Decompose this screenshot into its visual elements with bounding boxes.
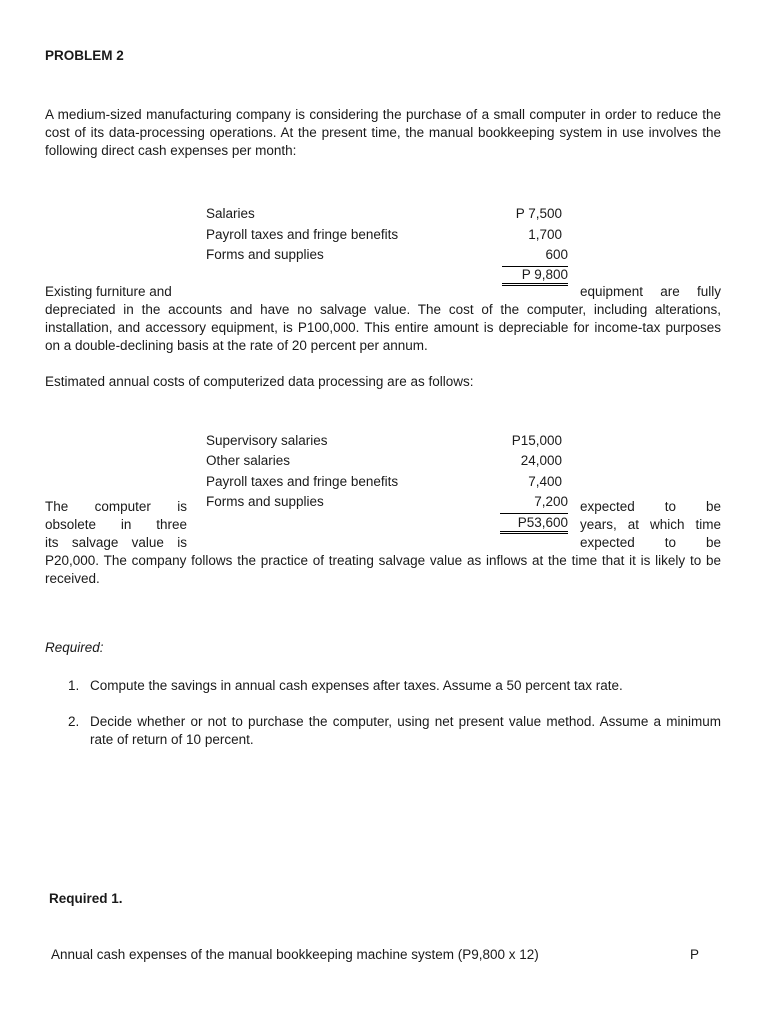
- page-title: PROBLEM 2: [45, 48, 124, 63]
- obsolete-right-1: expected to be: [580, 499, 721, 514]
- manual-row-label: Salaries: [206, 206, 255, 221]
- manual-row-amount: 600: [502, 245, 568, 267]
- required-item-number: 2.: [68, 714, 80, 729]
- computer-row-amount: P15,000: [511, 433, 562, 448]
- intro-paragraph: A medium-sized manufacturing company is considering the purchase of a small computer in order to reduce the cost of its data-processing operations. At the present time, the manual bookkeeping system in use involves the following direct cash expenses per month:: [45, 107, 721, 158]
- computer-row-label: Supervisory salaries: [206, 433, 328, 448]
- computer-row-label: Forms and supplies: [206, 494, 324, 509]
- required-item-text: Decide whether or not to purchase the computer, using net present value method. Assume a minimum rate of return of 10 percent.: [90, 714, 721, 747]
- obsolete-right-3: expected to be: [580, 535, 721, 550]
- computer-row-amount: 7,200: [500, 492, 568, 514]
- manual-row-amount: P 7,500: [515, 206, 562, 221]
- required-item: [68, 677, 721, 695]
- manual-total: P 9,800: [502, 266, 568, 286]
- annual-cash-currency: P: [690, 947, 700, 962]
- furniture-paragraph: depreciated in the accounts and have no salvage value. The cost of the computer, including alterations, installation, and accessory equipment, is P100,000. This entire amount is depreciable for income-tax purposes on a double-declining basis at the rate of 20 percent per annum.: [45, 302, 721, 353]
- annual-cash-line: Annual cash expenses of the manual bookkeeping machine system (P9,800 x 12): [51, 947, 539, 962]
- obsolete-left-1: The computer is: [45, 499, 187, 514]
- computer-row-amount: 7,400: [528, 474, 562, 489]
- computer-row-label: Payroll taxes and fringe benefits: [206, 474, 399, 489]
- required-item-text: Compute the savings in annual cash expenses after taxes. Assume a 50 percent tax rate.: [90, 678, 623, 693]
- obsolete-paragraph: P20,000. The company follows the practice of treating salvage value as inflows at the time that it is likely to be received.: [45, 553, 721, 586]
- required-item-number: 1.: [68, 678, 80, 693]
- computer-total: P53,600: [500, 514, 568, 534]
- required-label: Required:: [45, 640, 104, 655]
- furniture-line-right: equipment are fully: [580, 284, 721, 299]
- required-1-heading: Required 1.: [49, 891, 123, 906]
- manual-row-amount: 1,700: [528, 227, 562, 242]
- obsolete-left-2: obsolete in three: [45, 517, 187, 532]
- computer-row-amount: 24,000: [520, 453, 562, 468]
- required-item: [68, 713, 721, 749]
- computer-row-label: Other salaries: [206, 453, 291, 468]
- estimated-intro: Estimated annual costs of computerized data processing are as follows:: [45, 374, 474, 389]
- furniture-line-left: Existing furniture and: [45, 284, 172, 299]
- manual-row-label: Payroll taxes and fringe benefits: [206, 227, 399, 242]
- manual-row-label: Forms and supplies: [206, 247, 324, 262]
- obsolete-left-3: its salvage value is: [45, 535, 187, 550]
- obsolete-right-2: years, at which time: [580, 517, 721, 532]
